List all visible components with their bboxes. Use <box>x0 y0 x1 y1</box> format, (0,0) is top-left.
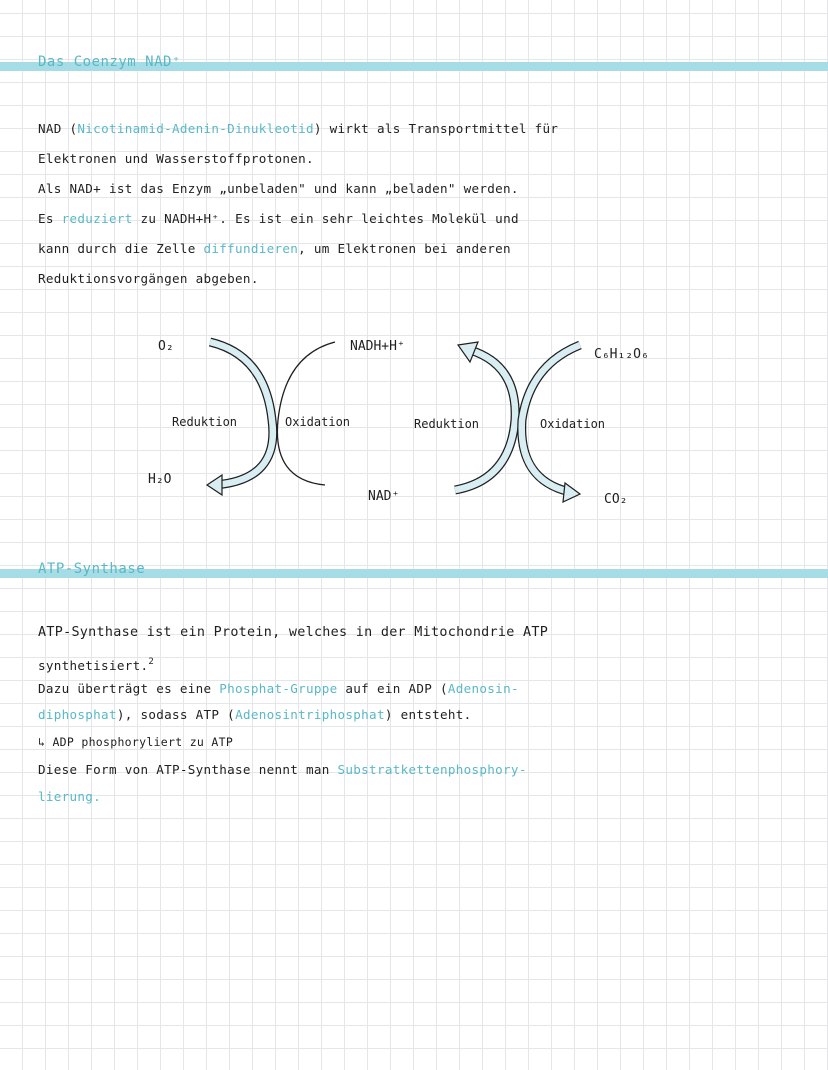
label-glucose: C₆H₁₂O₆ <box>594 347 649 362</box>
label-oxidation-left: Oxidation <box>285 415 351 429</box>
label-nadh: NADH+H⁺ <box>350 339 405 354</box>
text-line: Es reduziert zu NADH+H⁺. Es ist ein sehr leichtes Molekül und <box>38 211 519 226</box>
highlight-term: diffundieren <box>203 241 299 256</box>
text-line: ↳ ADP phosphoryliert zu ATP <box>38 735 234 749</box>
text-line: Als NAD+ ist das Enzym „unbeladen" und kann „beladen" werden. <box>38 181 519 196</box>
label-h2o: H₂O <box>148 472 172 487</box>
text-line: ATP-Synthase ist ein Protein, welches in der Mitochondrie ATP <box>38 625 549 640</box>
text-line <box>38 784 808 810</box>
text-line: NAD (Nicotinamid-Adenin-Dinukleotid) wirkt als Transportmittel für <box>38 121 559 136</box>
arrowhead-h2o <box>207 475 222 495</box>
section-title-nad: Das Coenzym NAD⁺ <box>38 54 181 70</box>
text-line: Reduktionsvorgängen abgeben. <box>38 271 259 286</box>
label-co2: CO₂ <box>604 492 628 507</box>
arrow-nadh-to-nad-left <box>277 342 335 485</box>
label-nad: NAD⁺ <box>368 489 400 504</box>
footnote-mark: 2 <box>148 657 155 667</box>
redox-diagram <box>0 320 828 520</box>
text-line: kann durch die Zelle diffundieren, um Elektronen bei anderen <box>38 241 511 256</box>
text-line: Dazu überträgt es eine Phosphat-Gruppe auf ein ADP (Adenosin- <box>38 681 519 696</box>
nad-paragraph <box>38 114 808 294</box>
text-line: Elektronen und Wasserstoffprotonen. <box>38 151 314 166</box>
section-title-atp-synthase: ATP-Synthase <box>38 561 146 577</box>
highlight-term: Adenosintriphosphat <box>235 707 385 722</box>
label-reduktion-left: Reduktion <box>172 415 238 429</box>
highlight-term: Adenosin- <box>447 681 519 696</box>
highlight-term: reduziert <box>61 211 133 226</box>
arrowhead-co2 <box>563 483 580 502</box>
label-oxidation-right: Oxidation <box>540 417 606 431</box>
highlight-term: Phosphat-Gruppe <box>219 681 338 696</box>
text-line: diphosphat), sodass ATP (Adenosintriphosphat) entsteht. <box>38 707 472 722</box>
label-o2: O₂ <box>158 339 174 354</box>
text-line: Diese Form von ATP-Synthase nennt man Substratkettenphosphory- <box>38 762 527 777</box>
label-reduktion-right: Reduktion <box>414 417 480 431</box>
highlight-term: diphosphat <box>38 707 117 722</box>
highlight-term: Substratkettenphosphory- <box>337 762 527 777</box>
highlight-term: Nicotinamid-Adenin-Dinukleotid <box>77 121 314 136</box>
text-line: synthetisiert.$^2$ <box>38 657 155 673</box>
highlight-term: lierung. <box>38 789 102 804</box>
atp-paragraph <box>38 618 808 810</box>
